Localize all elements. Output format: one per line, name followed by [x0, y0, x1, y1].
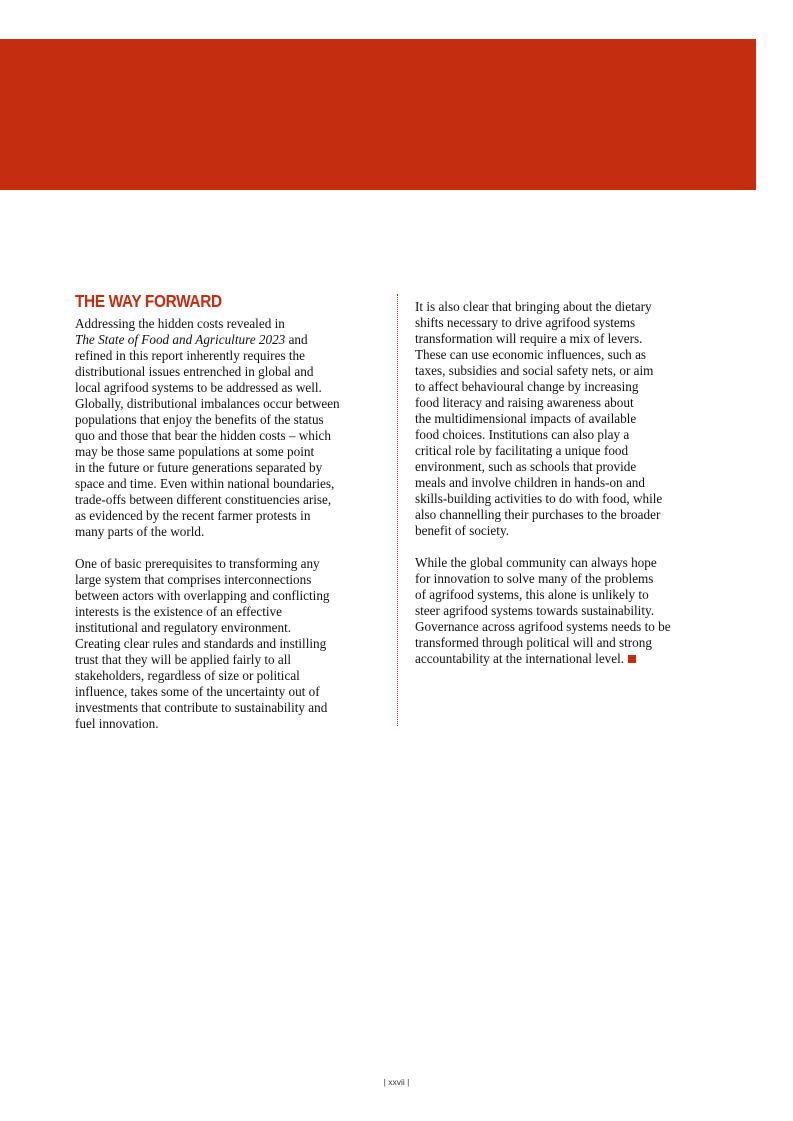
text-line: benefit of society. — [415, 523, 509, 538]
text-line: stakeholders, regardless of size or political — [75, 668, 300, 683]
text-line: taxes, subsidies and social safety nets, or aim — [415, 363, 654, 378]
text-line: as evidenced by the recent farmer protests in — [75, 508, 311, 523]
text-line: in the future or future generations separated by — [75, 460, 323, 475]
column-divider — [397, 294, 398, 726]
text-fragment: accountability at the international level. — [415, 651, 625, 666]
right-column — [415, 299, 715, 683]
report-title-reference: The State of Food and Agriculture 2023 — [75, 332, 286, 347]
page-number: | xxvii | — [383, 1077, 410, 1087]
header-banner — [0, 39, 756, 190]
text-line: trust that they will be applied fairly to all — [75, 652, 292, 667]
text-line: shifts necessary to drive agrifood systems — [415, 315, 636, 330]
text-line: space and time. Even within national boundaries, — [75, 476, 335, 491]
text-line: investments that contribute to sustainability and — [75, 700, 328, 715]
text-line: Governance across agrifood systems needs to be — [415, 619, 671, 634]
text-line: influence, takes some of the uncertainty out of — [75, 684, 320, 699]
text-line: meals and involve children in hands-on and — [415, 475, 645, 490]
paragraph-governance — [415, 555, 715, 667]
text-line: transformed through political will and strong — [415, 635, 652, 650]
end-of-section-marker-icon — [628, 655, 636, 663]
text-line: It is also clear that bringing about the dietary — [415, 299, 652, 314]
text-line: While the global community can always hope — [415, 555, 657, 570]
text-line: These can use economic influences, such as — [415, 347, 647, 362]
text-line: One of basic prerequisites to transforming any — [75, 556, 320, 571]
text-line: populations that enjoy the benefits of the status — [75, 412, 324, 427]
text-line: quo and those that bear the hidden costs – which — [75, 428, 331, 443]
text-line: the multidimensional impacts of available — [415, 411, 637, 426]
text-line: transformation will require a mix of levers. — [415, 331, 643, 346]
text-line: between actors with overlapping and conflicting — [75, 588, 330, 603]
text-line — [415, 651, 715, 667]
text-line: many parts of the world. — [75, 524, 205, 539]
text-line: interests is the existence of an effective — [75, 604, 283, 619]
text-line: food choices. Institutions can also play a — [415, 427, 630, 442]
text-line: Globally, distributional imbalances occur between — [75, 396, 340, 411]
text-line: Addressing the hidden costs revealed in — [75, 316, 285, 331]
paragraph-hidden-costs — [75, 316, 381, 540]
text-line: also channelling their purchases to the broader — [415, 507, 661, 522]
text-line: refined in this report inherently requires the — [75, 348, 305, 363]
text-line: may be those same populations at some point — [75, 444, 315, 459]
text-line: to affect behavioural change by increasing — [415, 379, 639, 394]
text-line: institutional and regulatory environment. — [75, 620, 292, 635]
text-fragment: and — [285, 332, 308, 347]
text-line: environment, such as schools that provide — [415, 459, 637, 474]
text-line: distributional issues entrenched in global and — [75, 364, 314, 379]
text-line — [75, 332, 381, 348]
text-line: of agrifood systems, this alone is unlikely to — [415, 587, 649, 602]
text-line: for innovation to solve many of the problems — [415, 571, 654, 586]
text-line: food literacy and raising awareness about — [415, 395, 634, 410]
text-line: critical role by facilitating a unique food — [415, 443, 629, 458]
text-line: skills-building activities to do with food, while — [415, 491, 663, 506]
section-title: THE WAY FORWARD — [75, 291, 222, 311]
text-line: fuel innovation. — [75, 716, 159, 731]
paragraph-dietary-shifts — [415, 299, 715, 539]
text-line: large system that comprises interconnections — [75, 572, 312, 587]
left-column — [75, 290, 381, 748]
paragraph-prerequisites — [75, 556, 381, 732]
text-line: Creating clear rules and standards and instilling — [75, 636, 327, 651]
text-line: steer agrifood systems towards sustainability. — [415, 603, 655, 618]
text-line: trade-offs between different constituencies arise, — [75, 492, 332, 507]
text-line: local agrifood systems to be addressed as well. — [75, 380, 322, 395]
